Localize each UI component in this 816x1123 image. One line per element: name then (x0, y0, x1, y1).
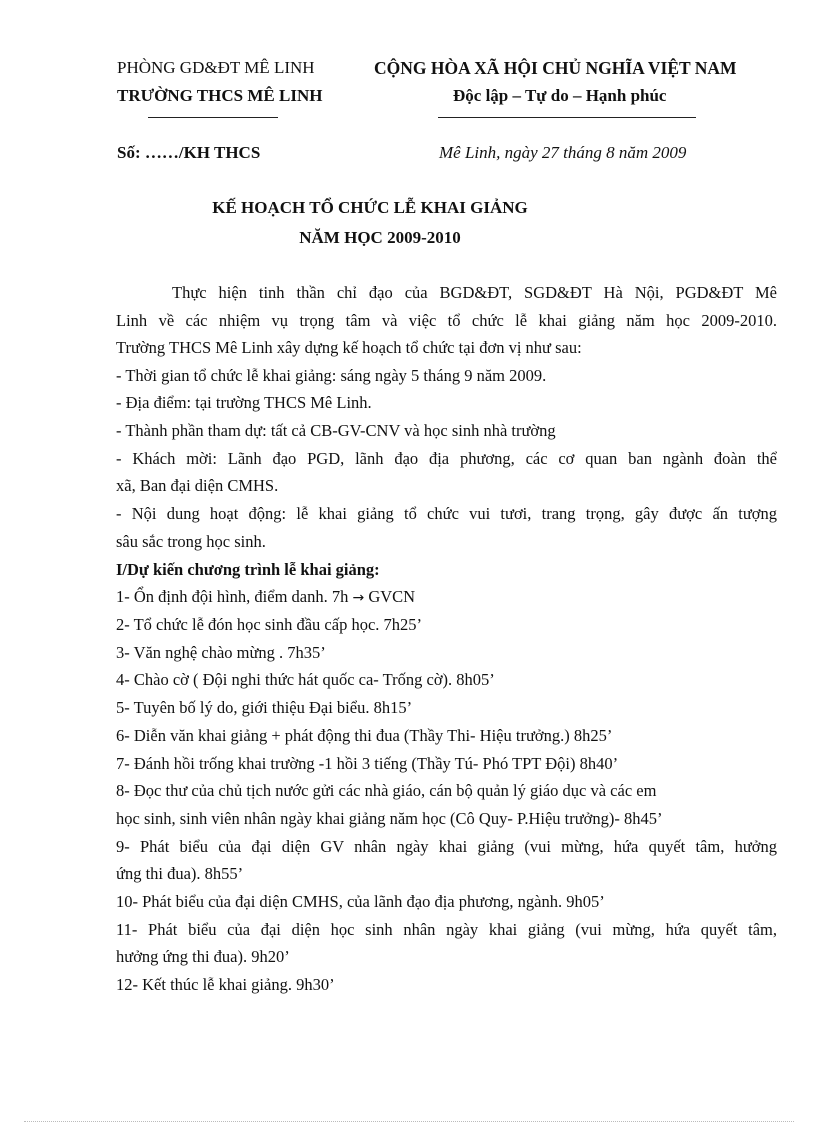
header-right-rule (438, 117, 696, 118)
program-heading: I/Dự kiến chương trình lễ khai giảng: (116, 560, 380, 579)
school-name: TRƯỜNG THCS MÊ LINH (117, 86, 323, 105)
detail-content-line-1: - Nội dung hoạt động: lễ khai giảng tổ chức vui tươi, trang trọng, gây được ấn tượng (116, 504, 777, 523)
department-name: PHÒNG GD&ĐT MÊ LINH (117, 58, 315, 77)
program-item-1-text: 1- Ổn định đội hình, điểm danh. 7h (116, 587, 353, 606)
detail-place: - Địa điểm: tại trường THCS Mê Linh. (116, 393, 372, 412)
intro-line-1: Thực hiện tinh thần chỉ đạo của BGD&ĐT, SGD&ĐT Hà Nội, PGD&ĐT Mê (172, 283, 777, 302)
national-motto: Độc lập – Tự do – Hạnh phúc (453, 86, 667, 105)
document-number: Số: ……/KH THCS (117, 143, 261, 162)
document-date: Mê Linh, ngày 27 tháng 8 năm 2009 (439, 143, 687, 162)
header-left-rule (148, 117, 278, 118)
program-item-11-line-1: 11- Phát biểu của đại diện học sinh nhân ngày khai giảng (vui mừng, hứa quyết tâm, (116, 920, 777, 939)
program-item-11-line-2: hưởng ứng thi đua). 9h20’ (116, 947, 290, 966)
program-item-2: 2- Tổ chức lễ đón học sinh đầu cấp học. 7h25’ (116, 615, 423, 634)
program-item-9-line-1: 9- Phát biểu của đại diện GV nhân ngày khai giảng (vui mừng, hứa quyết tâm, hưởng (116, 837, 777, 856)
program-item-9-line-2: ứng thi đua). 8h55’ (116, 864, 244, 883)
document-subtitle: NĂM HỌC 2009-2010 (299, 228, 461, 247)
program-item-3: 3- Văn nghệ chào mừng . 7h35’ (116, 643, 326, 662)
program-item-10: 10- Phát biểu của đại diện CMHS, của lãnh đạo địa phương, ngành. 9h05’ (116, 892, 605, 911)
detail-time: - Thời gian tổ chức lễ khai giảng: sáng ngày 5 tháng 9 năm 2009. (116, 366, 547, 385)
intro-line-2: Linh về các nhiệm vụ trọng tâm và việc tổ chức lễ khai giảng năm học 2009-2010. (116, 311, 777, 330)
right-arrow-icon: → (352, 590, 365, 606)
program-item-1-tail: GVCN (364, 587, 416, 606)
program-item-8-line-1: 8- Đọc thư của chủ tịch nước gửi các nhà giáo, cán bộ quản lý giáo dục và các em (116, 781, 657, 800)
program-item-6: 6- Diễn văn khai giảng + phát động thi đua (Thầy Thi- Hiệu trưởng.) 8h25’ (116, 726, 613, 745)
program-item-5: 5- Tuyên bố lý do, giới thiệu Đại biểu. 8h15’ (116, 698, 413, 717)
intro-line-3: Trường THCS Mê Linh xây dựng kế hoạch tổ chức tại đơn vị như sau: (116, 338, 582, 357)
national-title: CỘNG HÒA XÃ HỘI CHỦ NGHĨA VIỆT NAM (374, 58, 737, 78)
detail-guests-line-1: - Khách mời: Lãnh đạo PGD, lãnh đạo địa phương, các cơ quan ban ngành đoàn thể (116, 449, 777, 468)
program-item-1 (116, 587, 415, 607)
program-item-7: 7- Đánh hồi trống khai trường -1 hồi 3 tiếng (Thầy Tú- Phó TPT Đội) 8h40’ (116, 754, 619, 773)
detail-guests-line-2: xã, Ban đại diện CMHS. (116, 476, 279, 495)
detail-content-line-2: sâu sắc trong học sinh. (116, 532, 266, 551)
program-item-8-line-2: học sinh, sinh viên nhân ngày khai giảng năm học (Cô Quy- P.Hiệu trưởng)- 8h45’ (116, 809, 663, 828)
program-item-4: 4- Chào cờ ( Đội nghi thức hát quốc ca- Trống cờ). 8h05’ (116, 670, 495, 689)
page-bottom-divider (24, 1121, 794, 1122)
detail-participants: - Thành phần tham dự: tất cả CB-GV-CNV và học sinh nhà trường (116, 421, 556, 440)
program-item-12: 12- Kết thúc lễ khai giảng. 9h30’ (116, 975, 335, 994)
document-title: KẾ HOẠCH TỔ CHỨC LỄ KHAI GIẢNG (212, 198, 528, 217)
